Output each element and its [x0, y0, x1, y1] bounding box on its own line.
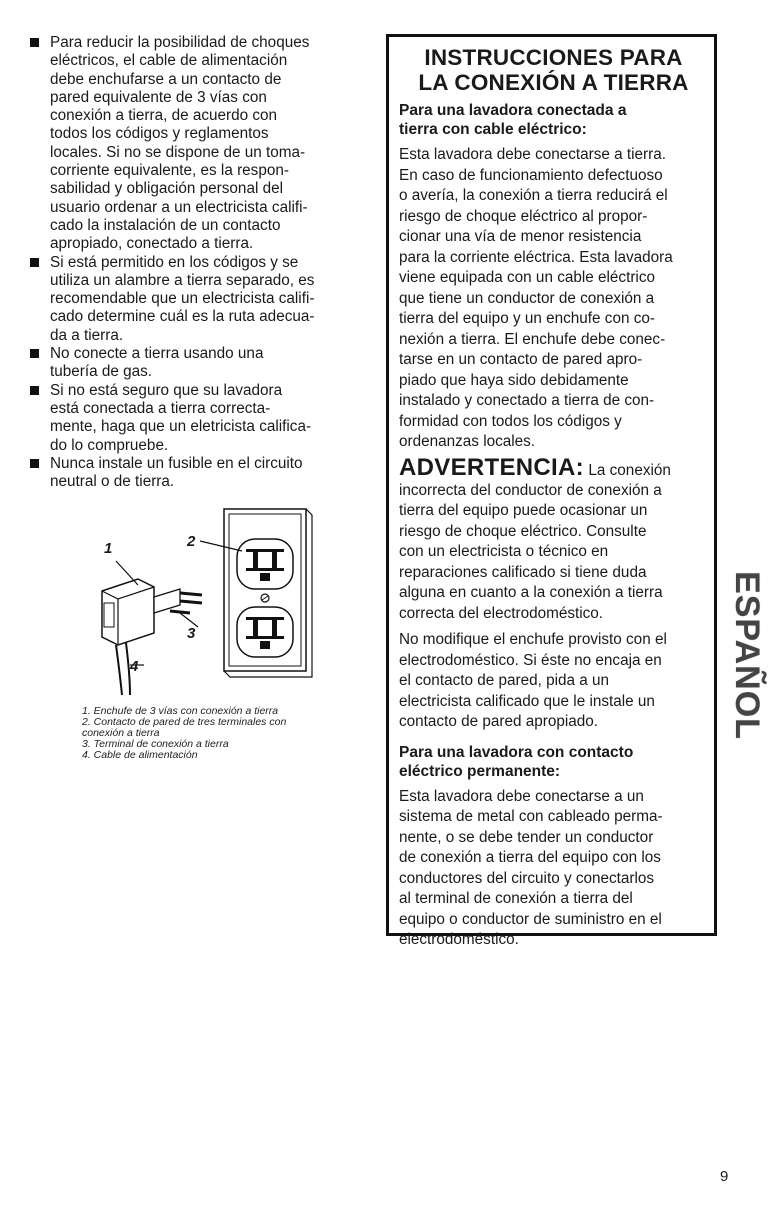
- bullet-square-icon: [30, 38, 39, 47]
- paragraph-cord-connected: Esta lavadora debe conectarse a tierra. En caso de funcionamiento defectuoso o avería, la conexión a tierra reducirá el riesgo de choque eléctrico al propor- cionar una vía de menor resistencia para la corriente eléctrica. Esta lavadora viene equipada con un cable eléctrico que tiene un conductor de conexión a tierra del equipo y un enchufe con co- nexión a tierra. El enchufe debe conec- tarse en un contacto de pared apro- piado que haya sido debidamente instalado y conectado a tierra de con- formidad con todos los códigos y ordenanzas locales.: [399, 146, 673, 450]
- upper-receptacle: [237, 539, 293, 589]
- caption-3: 3. Terminal de conexión a tierra: [82, 738, 229, 750]
- safety-bullet-list: [30, 34, 360, 491]
- figure-captions: [82, 706, 382, 761]
- bullet-item: Para reducir la posibilidad de choques eléctricos, el cable de alimentación debe enchufarse a un contacto de pared equivalente de 3 vías con conexión a tierra, de acuerdo con todos los códigos y reglamentos locales. Si no se dispone de un toma- corriente equivalente, es la respon- sabilidad y obligación personal del usuario ordenar a un electricista califi- cado la instalación de un contacto apropiado, conectado a tierra.: [30, 34, 360, 254]
- box-title: INSTRUCCIONES PARA LA CONEXIÓN A TIERRA: [418, 45, 689, 95]
- language-side-tab: [726, 560, 766, 750]
- warning-lead: La conexión: [588, 461, 671, 479]
- lower-receptacle: [237, 607, 293, 657]
- callout-3: 3: [187, 625, 196, 642]
- ground-slot: [260, 573, 270, 581]
- bullet-square-icon: [30, 386, 39, 395]
- page-number: 9: [720, 1168, 729, 1185]
- bullet-square-icon: [30, 349, 39, 358]
- warning-block: [399, 455, 714, 625]
- callout-1: 1: [104, 540, 113, 557]
- bullet-item: No conecte a tierra usando una tubería de gas.: [30, 345, 360, 382]
- callout-4: 4: [130, 658, 139, 675]
- paragraph-permanent: Esta lavadora debe conectarse a un sistema de metal con cableado perma- nente, o se debe tender un conductor de conexión a tierra del equipo con los conductores del circuito y conectarlos al terminal de conexión a tierra del equipo o conductor de suministro en el electrodoméstico.: [399, 787, 663, 948]
- bullet-item: Si no está seguro que su lavadora está conectada a tierra correcta- mente, haga que un eletricista califica- do lo compruebe.: [30, 382, 360, 455]
- caption-1: 1. Enchufe de 3 vías con conexión a tierra: [82, 705, 279, 717]
- caption-2: 2. Contacto de pared de tres terminales con conexión a tierra: [82, 716, 287, 739]
- bullet-item: Nunca instale un fusible en el circuito neutral o de tierra.: [30, 455, 360, 492]
- side-tab-label: ESPAÑOL: [727, 570, 766, 740]
- caption-4: 4. Cable de alimentación: [82, 749, 198, 761]
- subheading-permanent: Para una lavadora con contacto eléctrico permanente:: [399, 743, 634, 780]
- callout-2: 2: [187, 533, 196, 550]
- warning-text: incorrecta del conductor de conexión a tierra del equipo puede ocasionar un riesgo de choque eléctrico. Consulte con un electricista o técnico en reparaciones calificado si tiene duda alguna en cuanto a la conexión a tierra correcta del electrodoméstico.: [399, 481, 663, 622]
- warning-heading: ADVERTENCIA:: [399, 453, 584, 481]
- subheading-cord-connected: Para una lavadora conectada a tierra con cable eléctrico:: [399, 102, 627, 138]
- grounding-instructions-box: [386, 34, 717, 948]
- paragraph-plug-modification: No modifique el enchufe provisto con el electrodoméstico. Si éste no encaja en el contacto de pared, pida a un electricista calificado que le instale un contacto de pared apropiado.: [399, 631, 667, 730]
- left-column: [30, 34, 360, 491]
- grounding-figure: [30, 505, 360, 735]
- bullet-item: Si está permitido en los códigos y se utiliza un alambre a tierra separado, es recomendable que un electricista califi- cado determine cuál es la ruta adecua- da a tierra.: [30, 254, 360, 345]
- bullet-square-icon: [30, 258, 39, 267]
- bullet-square-icon: [30, 459, 39, 468]
